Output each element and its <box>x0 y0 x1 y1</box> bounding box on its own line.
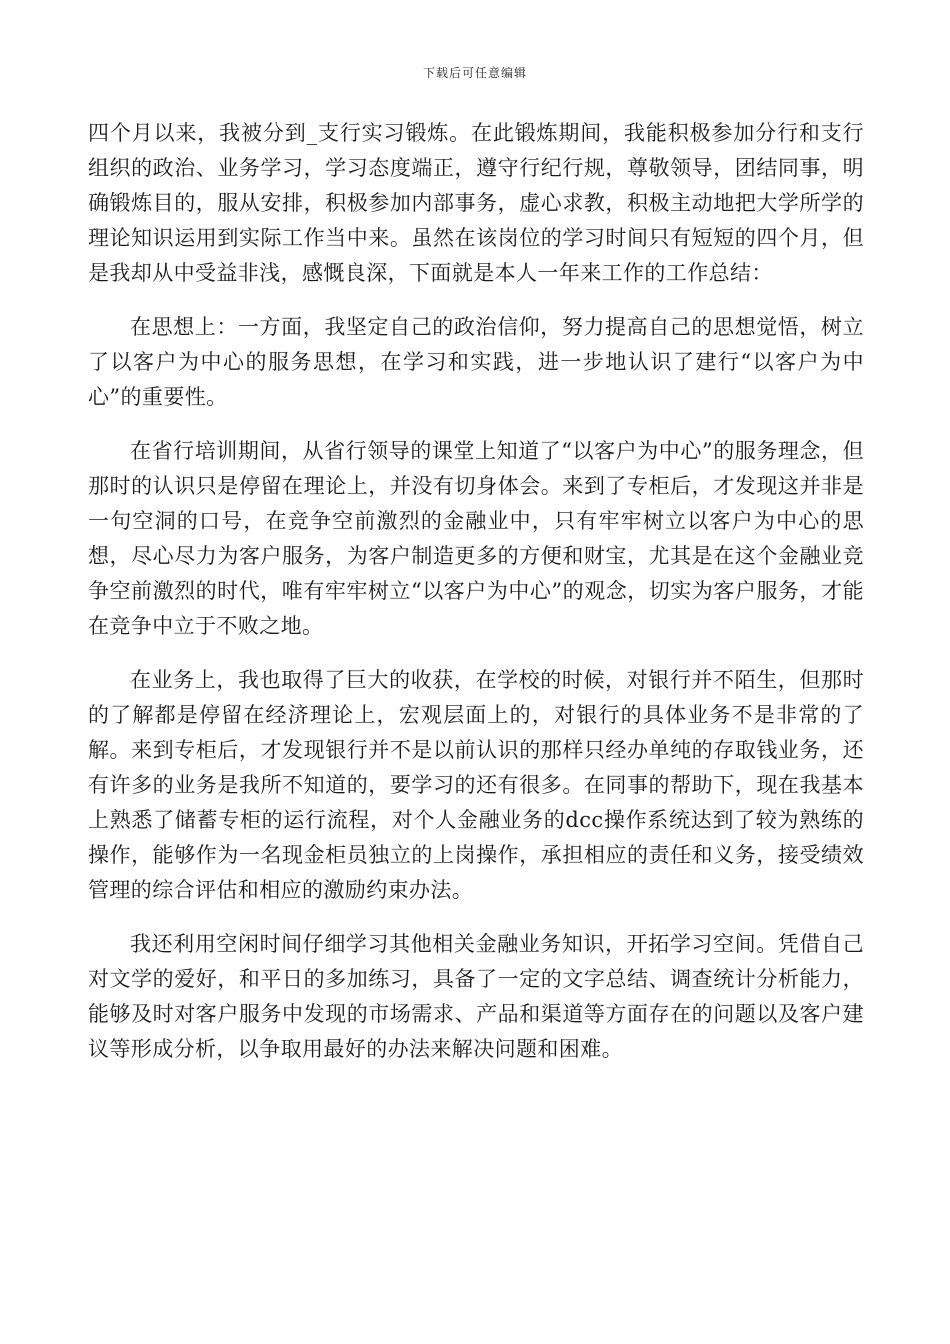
paragraph-intro: 四个月以来，我被分到_支行实习锻炼。在此锻炼期间，我能积极参加分行和支行组织的政治、业务学习，学习态度端正，遵守行纪行规，尊敬领导，团结同事，明确锻炼目的，服从安排，积极参加内部事务，虚心求教，积极主动地把大学所学的理论知识运用到实际工作当中来。虽然在该岗位的学习时间只有短短的四个月，但是我却从中受益非浅，感慨良深，下面就是本人一年来工作的工作总结： <box>88 121 864 285</box>
paragraph-training: 在省行培训期间，从省行领导的课堂上知道了“以客户为中心”的服务理念，但那时的认识只是停留在理论上，并没有切身体会。来到了专柜后，才发现这并非是一句空洞的口号，在竞争空前激烈的金融业中，只有牢牢树立以客户为中心的思想，尽心尽力为客户服务，为客户制造更多的方便和财宝，尤其是在这个金融业竞争空前激烈的时代，唯有牢牢树立“以客户为中心”的观念，切实为客户服务，才能在竞争中立于不败之地。 <box>88 439 864 638</box>
document-body <box>88 116 864 1086</box>
paragraph-business: 在业务上，我也取得了巨大的收获，在学校的时候，对银行并不陌生，但那时的了解都是停留在经济理论上，宏观层面上的，对银行的具体业务不是非常的了解。来到专柜后，才发现银行并不是以前认识的那样只经办单纯的存取钱业务，还有许多的业务是我所不知道的，要学习的还有很多。在同事的帮助下，现在我基本上熟悉了储蓄专柜的运行流程，对个人金融业务的dcc操作系统达到了较为熟练的操作，能够作为一名现金柜员独立的上岗操作，承担相应的责任和义务，接受绩效管理的综合评估和相应的激励约束办法。 <box>88 668 864 902</box>
paragraph-self-study: 我还利用空闲时间仔细学习其他相关金融业务知识，开拓学习空间。凭借自己对文学的爱好，和平日的多加练习，具备了一定的文字总结、调查统计分析能力，能够及时对客户服务中发现的市场需求、产品和渠道等方面存在的问题以及客户建议等形成分析，以争取用最好的办法来解决问题和困难。 <box>88 932 864 1061</box>
page-header-note: 下载后可任意编辑 <box>422 66 527 80</box>
paragraph-ideology: 在思想上：一方面，我坚定自己的政治信仰，努力提高自己的思想觉悟，树立了以客户为中心的服务思想，在学习和实践，进一步地认识了建行“以客户为中心”的重要性。 <box>88 315 864 409</box>
